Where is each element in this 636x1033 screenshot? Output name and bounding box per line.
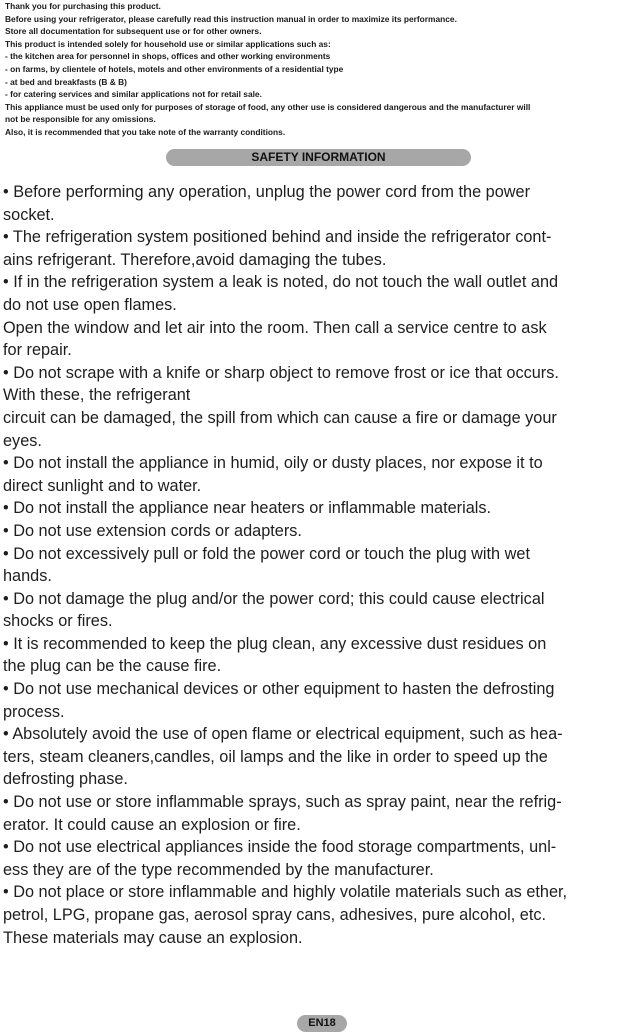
intro-line: - on farms, by clientele of hotels, motels and other environments of a residential type [5,63,344,74]
safety-line: ains refrigerant. Therefore,avoid damaging the tubes. [3,250,387,269]
intro-line: Before using your refrigerator, please carefully read this instruction manual in order to maximize its performance. [5,13,457,24]
safety-line: do not use open flames. [3,295,177,314]
intro-paragraph [5,0,633,139]
safety-line: for repair. [3,341,72,360]
safety-line: ess they are of the type recommended by the manufacturer. [3,860,434,879]
safety-line: • Do not use or store inflammable sprays, such as spray paint, near the refrig- [3,793,562,812]
safety-line: • Before performing any operation, unplug the power cord from the power [3,183,530,201]
safety-line: shocks or fires. [3,612,113,631]
safety-line: • Do not install the appliance in humid, oily or dusty places, nor expose it to [3,454,543,473]
safety-line: • Do not excessively pull or fold the power cord or touch the plug with wet [3,544,530,563]
safety-line: erator. It could cause an explosion or fire. [3,815,301,834]
safety-line: These materials may cause an explosion. [3,928,303,947]
safety-line: • The refrigeration system positioned behind and inside the refrigerator cont- [3,228,552,247]
page-number: EN18 [308,1017,336,1029]
safety-line: eyes. [3,431,42,450]
safety-line: • Do not damage the plug and/or the power cord; this could cause electrical [3,589,545,608]
safety-line: ters, steam cleaners,candles, oil lamps and the like in order to speed up the [3,747,548,766]
intro-line: Thank you for purchasing this product. [5,1,161,11]
safety-line: circuit can be damaged, the spill from which can cause a fire or damage your [3,408,557,427]
safety-line: socket. [3,205,55,224]
intro-line: not be responsible for any omissions. [5,114,156,125]
safety-line: • If in the refrigeration system a leak is noted, do not touch the wall outlet and [3,273,559,292]
safety-line: • Do not install the appliance near heaters or inflammable materials. [3,499,492,518]
safety-line: defrosting phase. [3,770,128,789]
section-title: SAFETY INFORMATION [251,150,386,164]
intro-line: - the kitchen area for personnel in shops, offices and other working environments [5,51,331,62]
safety-line: direct sunlight and to water. [3,476,202,495]
safety-line: process. [3,702,65,721]
safety-line: With these, the refrigerant [3,386,191,405]
safety-line: Open the window and let air into the room. Then call a service centre to ask [3,318,547,337]
intro-line: This product is intended solely for household use or similar applications such as: [5,38,331,49]
intro-line: Also, it is recommended that you take note of the warranty conditions. [5,126,286,137]
intro-line: - at bed and breakfasts (B & B) [5,76,127,87]
safety-line: • Do not use mechanical devices or other equipment to hasten the defrosting [3,680,555,699]
page-number-badge [297,1015,347,1032]
safety-line: • Do not use extension cords or adapters. [3,521,302,540]
safety-line: • Do not place or store inflammable and highly volatile materials such as ether, [3,883,568,902]
intro-line: Store all documentation for subsequent use or for other owners. [5,26,262,37]
safety-line: • Absolutely avoid the use of open flame or electrical equipment, such as hea- [3,725,563,744]
intro-line: This appliance must be used only for purposes of storage of food, any other use is considered dangerous and the manufacturer will [5,101,531,112]
safety-line: • It is recommended to keep the plug clean, any excessive dust residues on [3,634,547,653]
safety-line: • Do not use electrical appliances inside the food storage compartments, unl- [3,838,557,857]
safety-instructions [3,181,635,949]
safety-line: the plug can be the cause fire. [3,657,222,676]
section-title-banner [166,149,471,166]
safety-line: • Do not scrape with a knife or sharp object to remove frost or ice that occurs. [3,363,559,382]
intro-line: - for catering services and similar applications not for retail sale. [5,89,262,100]
safety-line: hands. [3,567,52,586]
safety-line: petrol, LPG, propane gas, aerosol spray cans, adhesives, pure alcohol, etc. [3,906,547,924]
